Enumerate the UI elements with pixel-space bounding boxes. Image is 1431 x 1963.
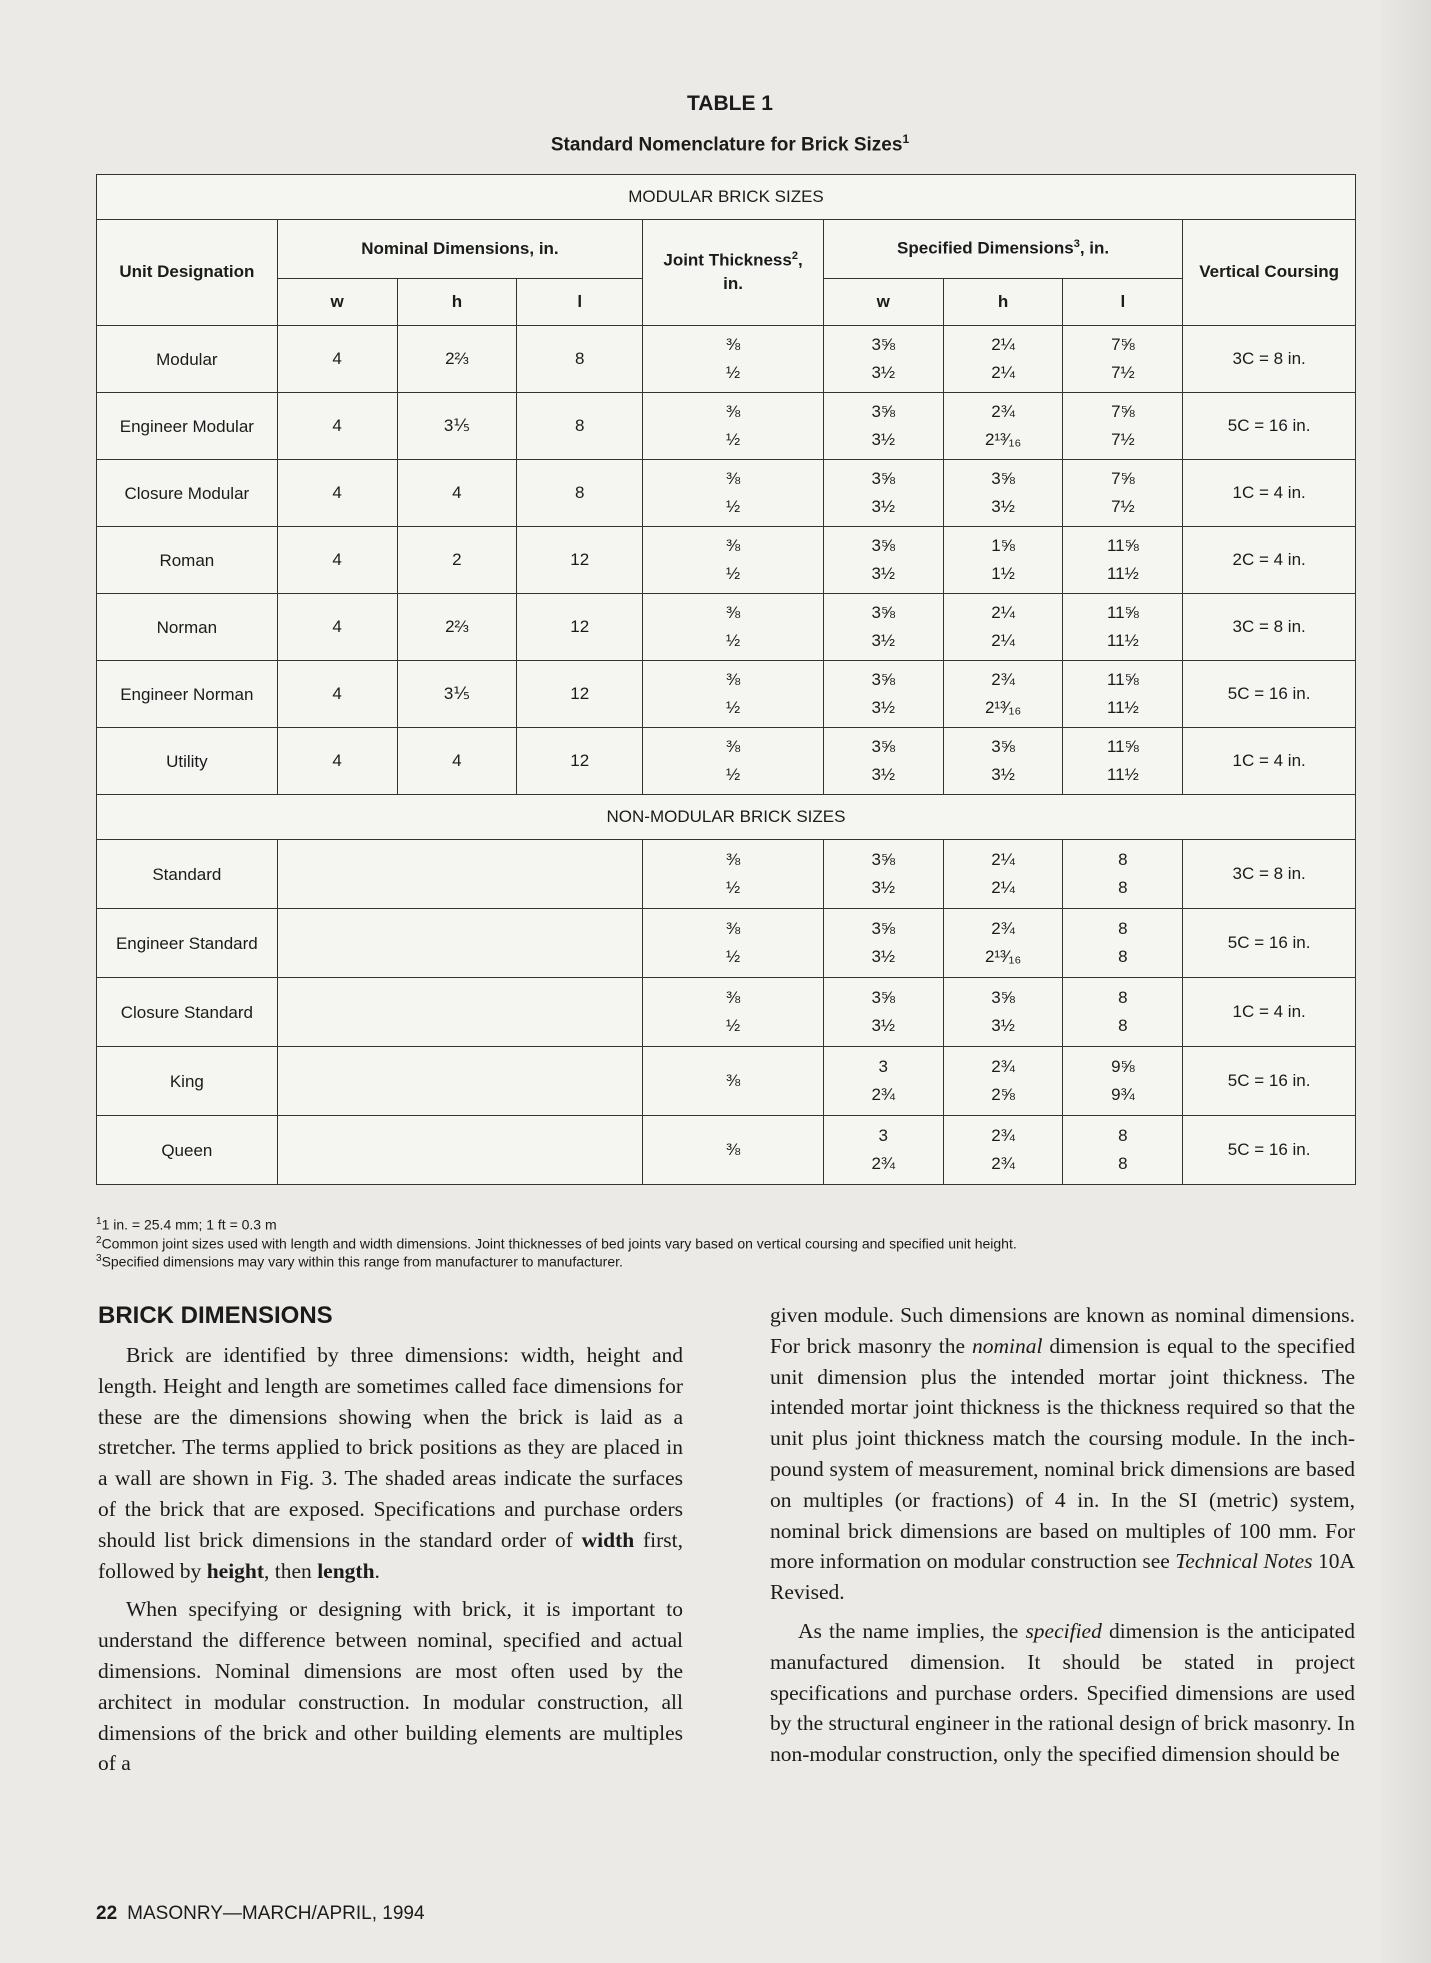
specified-l-value: 11½ xyxy=(1106,698,1139,717)
specified-h-value: 2¼ xyxy=(991,335,1015,354)
specified-l-value: 8 xyxy=(1118,850,1128,869)
specified-w-values xyxy=(828,1122,939,1178)
specified-l-value: 8 xyxy=(1118,988,1128,1007)
specified-h-value: 2¾ xyxy=(991,1126,1015,1145)
specified-w-value: 3½ xyxy=(871,631,896,650)
footnote-2: $^2$Common joint sizes used with length and width dimensions. Joint thicknesses of bed joints vary based on vertical coursing and specified unit height. xyxy=(96,1234,1017,1252)
joint-thickness-value: ½ xyxy=(725,430,741,449)
specified-w-value: 3⅝ xyxy=(871,469,896,488)
specified-h-values xyxy=(948,599,1059,655)
specified-h-value: 2¹³⁄₁₆ xyxy=(984,947,1022,966)
vertical-coursing: 5C = 16 in. xyxy=(1183,1047,1356,1116)
specified-h xyxy=(943,527,1063,594)
specified-h xyxy=(943,909,1063,978)
specified-l-value: 8 xyxy=(1118,1016,1128,1035)
specified-h-value: 2¹³⁄₁₆ xyxy=(984,698,1022,717)
specified-w-value: 3½ xyxy=(871,564,896,583)
vertical-coursing: 3C = 8 in. xyxy=(1183,326,1356,393)
article-left-column xyxy=(98,1340,683,1779)
specified-h-value: 3½ xyxy=(991,497,1015,516)
nominal-l: 12 xyxy=(517,728,643,795)
specified-w-value: 3⅝ xyxy=(871,335,896,354)
specified-l-value: 7½ xyxy=(1111,430,1135,449)
specified-h-values xyxy=(948,984,1059,1040)
specified-l-values xyxy=(1067,733,1178,789)
specified-w xyxy=(823,661,943,728)
vertical-coursing-header: Vertical Coursing xyxy=(1183,220,1356,326)
specified-w xyxy=(823,594,943,661)
specified-w-values xyxy=(828,465,939,521)
specified-l xyxy=(1063,840,1183,909)
specified-h-values xyxy=(948,331,1059,387)
nominal-l: 12 xyxy=(517,661,643,728)
nominal-l: 8 xyxy=(517,393,643,460)
nominal-w: 4 xyxy=(277,326,397,393)
table-row xyxy=(97,594,1356,661)
specified-l xyxy=(1063,326,1183,393)
joint-thickness-value: ½ xyxy=(725,698,741,717)
vertical-coursing: 1C = 4 in. xyxy=(1183,728,1356,795)
specified-h-values xyxy=(948,1122,1059,1178)
specified-h-value: 2¼ xyxy=(991,363,1015,382)
nominal-l: 8 xyxy=(517,326,643,393)
specified-h-value: 3⅝ xyxy=(991,469,1015,488)
specified-l xyxy=(1063,460,1183,527)
unit-designation: Closure Modular xyxy=(97,460,278,527)
specified-w-value: 3½ xyxy=(871,947,896,966)
specified-l-value: 11⅝ xyxy=(1106,536,1139,555)
specified-l-values xyxy=(1067,532,1178,588)
specified-w xyxy=(823,326,943,393)
table-row xyxy=(97,527,1356,594)
section-row xyxy=(97,795,1356,840)
joint-thickness-values xyxy=(647,331,819,387)
joint-thickness-value: ⅜ xyxy=(725,536,741,555)
specified-l-values xyxy=(1067,1053,1178,1109)
specified-l-value: 11½ xyxy=(1106,564,1139,583)
specified-l-values xyxy=(1067,846,1178,902)
table-row xyxy=(97,393,1356,460)
specified-w-value: 3⅝ xyxy=(871,402,896,421)
specified-l-value: 8 xyxy=(1118,1154,1128,1173)
specified-w-values xyxy=(828,846,939,902)
specified-w xyxy=(823,1047,943,1116)
nominal-w: 4 xyxy=(277,460,397,527)
specified-w-values xyxy=(828,331,939,387)
specified-h-value: 2¹³⁄₁₆ xyxy=(984,430,1022,449)
specified-l-value: 11⅝ xyxy=(1106,670,1139,689)
specified-h xyxy=(943,460,1063,527)
nominal-w-header: w xyxy=(277,279,397,326)
specified-l-values xyxy=(1067,984,1178,1040)
specified-w-value: 2¾ xyxy=(871,1085,896,1104)
page-footer xyxy=(96,1903,425,1925)
specified-h-value: 3⅝ xyxy=(991,988,1015,1007)
specified-h-value: 2¼ xyxy=(991,878,1015,897)
specified-w-values xyxy=(828,599,939,655)
specified-w-value: 3½ xyxy=(871,430,896,449)
nominal-w: 4 xyxy=(277,393,397,460)
specified-h-value: 2¾ xyxy=(991,670,1015,689)
joint-thickness xyxy=(643,393,824,460)
modular-section-header: MODULAR BRICK SIZES xyxy=(97,175,1356,220)
joint-thickness-values xyxy=(647,915,819,971)
specified-w-value: 3⅝ xyxy=(871,536,896,555)
specified-h-values xyxy=(948,733,1059,789)
nominal-w: 4 xyxy=(277,661,397,728)
joint-thickness-values xyxy=(647,398,819,454)
specified-h-value: 2¼ xyxy=(991,603,1015,622)
specified-h xyxy=(943,728,1063,795)
specified-l xyxy=(1063,728,1183,795)
specified-w-header: w xyxy=(823,279,943,326)
specified-l-value: 9¾ xyxy=(1111,1085,1135,1104)
specified-h-values xyxy=(948,465,1059,521)
table-row xyxy=(97,978,1356,1047)
specified-w-values xyxy=(828,398,939,454)
specified-l xyxy=(1063,594,1183,661)
unit-designation: Utility xyxy=(97,728,278,795)
table-title: Standard Nomenclature for Brick Sizes$^1$ xyxy=(550,132,910,156)
nominal-h: 4 xyxy=(397,460,517,527)
specified-h xyxy=(943,1047,1063,1116)
vertical-coursing: 1C = 4 in. xyxy=(1183,978,1356,1047)
specified-h-value: 2¾ xyxy=(991,1154,1015,1173)
specified-h-value: 1½ xyxy=(991,564,1015,583)
footnote-3: $^3$Specified dimensions may vary within this range from manufacturer to manufacturer. xyxy=(96,1253,623,1270)
specified-l-values xyxy=(1067,331,1178,387)
joint-thickness-value: ½ xyxy=(725,765,741,784)
specified-h-values xyxy=(948,915,1059,971)
specified-w-value: 3⅝ xyxy=(871,988,896,1007)
unit-designation: Queen xyxy=(97,1116,278,1185)
specified-w-value: 3⅝ xyxy=(871,603,896,622)
joint-thickness-values xyxy=(647,1122,819,1178)
specified-h xyxy=(943,978,1063,1047)
specified-w xyxy=(823,527,943,594)
specified-h xyxy=(943,326,1063,393)
joint-thickness-values xyxy=(647,465,819,521)
joint-thickness-values xyxy=(647,599,819,655)
specified-w-values xyxy=(828,733,939,789)
specified-h-values xyxy=(948,1053,1059,1109)
page-number: 22 xyxy=(96,1903,118,1924)
vertical-coursing: 1C = 4 in. xyxy=(1183,460,1356,527)
specified-w-values xyxy=(828,915,939,971)
paragraph: given module. Such dimensions are known as nominal dimensions. For brick masonry the nominal dimension is equal to the specified unit dimension plus the intended mortar joint thickness. The intended mortar joint thickness is the thickness required so that the unit plus joint thickness match the coursing module. In the inch-pound system of measurement, nominal brick dimensions are based on multiples (or fractions) of 4 in. In the SI (metric) system, nominal brick dimensions are based on multiples of 100 mm. For more information on modular construction see Technical Notes 10A Revised. xyxy=(770,1303,1355,1605)
specified-l xyxy=(1063,661,1183,728)
table-row xyxy=(97,840,1356,909)
specified-h-value: 2¼ xyxy=(991,631,1015,650)
nominal-w: 4 xyxy=(277,594,397,661)
specified-l-value: 7⅝ xyxy=(1111,402,1135,421)
specified-h-value: 2¾ xyxy=(991,1057,1015,1076)
vertical-coursing: 5C = 16 in. xyxy=(1183,1116,1356,1185)
nominal-h: 4 xyxy=(397,728,517,795)
unit-designation: Engineer Norman xyxy=(97,661,278,728)
unit-designation: Standard xyxy=(97,840,278,909)
joint-thickness-value: ½ xyxy=(725,878,741,897)
vertical-coursing: 2C = 4 in. xyxy=(1183,527,1356,594)
table-row xyxy=(97,1047,1356,1116)
specified-h-value: 1⅝ xyxy=(991,536,1015,555)
joint-thickness-value: ½ xyxy=(725,497,741,516)
unit-designation: Closure Standard xyxy=(97,978,278,1047)
table-row xyxy=(97,460,1356,527)
joint-thickness-values xyxy=(647,984,819,1040)
specified-h-values xyxy=(948,398,1059,454)
specified-h xyxy=(943,393,1063,460)
specified-w-value: 3⅝ xyxy=(871,919,896,938)
joint-thickness xyxy=(643,909,824,978)
joint-thickness xyxy=(643,1116,824,1185)
table-footnotes xyxy=(96,1214,1376,1270)
specified-w-value: 3 xyxy=(878,1057,889,1076)
section-heading: BRICK DIMENSIONS xyxy=(98,1302,333,1329)
nominal-w: 4 xyxy=(277,527,397,594)
specified-w xyxy=(823,840,943,909)
specified-w-values xyxy=(828,1053,939,1109)
specified-l xyxy=(1063,1047,1183,1116)
joint-thickness xyxy=(643,978,824,1047)
joint-thickness xyxy=(643,460,824,527)
specified-l xyxy=(1063,909,1183,978)
paragraph: Brick are identified by three dimensions: width, height and length. Height and length are sometimes called face dimensions for these are the dimensions showing when the brick is laid as a stretcher. The terms applied to brick positions as they are placed in a wall are shown in Fig. 3. The shaded areas indicate the surfaces of the brick that are exposed. Specifications and purchase orders should list brick dimensions in the standard order of width first, followed by height, then length. xyxy=(98,1343,683,1583)
joint-thickness-value: ⅜ xyxy=(725,988,741,1007)
specified-w-value: 3⅝ xyxy=(871,670,896,689)
unit-designation: Modular xyxy=(97,326,278,393)
nominal-l: 8 xyxy=(517,460,643,527)
specified-h-value: 3½ xyxy=(991,765,1015,784)
specified-w xyxy=(823,393,943,460)
joint-thickness-value: ½ xyxy=(725,1016,741,1035)
specified-w-value: 3½ xyxy=(871,363,896,382)
specified-l-values xyxy=(1067,1122,1178,1178)
specified-h-value: 2¾ xyxy=(991,919,1015,938)
nominal-h: 2⅔ xyxy=(397,594,517,661)
paragraph: As the name implies, the specified dimension is the anticipated manufactured dimension. It should be stated in project specifications and purchase orders. Specified dimensions are used by the structural engineer in the rational design of brick masonry. In non-modular construction, only the specified dimension should be xyxy=(770,1618,1355,1767)
nominal-empty xyxy=(277,840,642,909)
nominal-h: 3⅕ xyxy=(397,661,517,728)
specified-h xyxy=(943,1116,1063,1185)
footnote-1: $^1$1 in. = 25.4 mm; 1 ft = 0.3 m xyxy=(96,1216,277,1233)
joint-thickness-value: ⅜ xyxy=(725,335,741,354)
specified-l-value: 11½ xyxy=(1106,631,1139,650)
nominal-l-header: l xyxy=(517,279,643,326)
specified-l-value: 7½ xyxy=(1111,363,1135,382)
vertical-coursing: 3C = 8 in. xyxy=(1183,594,1356,661)
nominal-empty xyxy=(277,909,642,978)
joint-thickness xyxy=(643,728,824,795)
specified-dimensions-header: Specified Dimensions$^3$, in. xyxy=(823,220,1182,279)
specified-h-value: 2¾ xyxy=(991,402,1015,421)
table-label: TABLE 1 xyxy=(687,92,773,115)
specified-l-value: 8 xyxy=(1118,919,1128,938)
brick-sizes-table xyxy=(96,174,1356,1185)
specified-h xyxy=(943,661,1063,728)
specified-l-header: l xyxy=(1063,279,1183,326)
specified-w-value: 3½ xyxy=(871,698,896,717)
specified-h-value: 2¼ xyxy=(991,850,1015,869)
joint-thickness-values xyxy=(647,666,819,722)
unit-designation: Roman xyxy=(97,527,278,594)
vertical-coursing: 3C = 8 in. xyxy=(1183,840,1356,909)
specified-w xyxy=(823,978,943,1047)
joint-thickness-value: ⅜ xyxy=(725,1140,741,1159)
specified-l-value: 11⅝ xyxy=(1106,737,1139,756)
page-edge-shadow xyxy=(1382,0,1431,1963)
table-row xyxy=(97,909,1356,978)
unit-designation-header: Unit Designation xyxy=(97,220,278,326)
joint-thickness xyxy=(643,594,824,661)
specified-l-value: 8 xyxy=(1118,947,1128,966)
specified-l xyxy=(1063,978,1183,1047)
joint-thickness-value: ⅜ xyxy=(725,402,741,421)
joint-thickness-value: ⅜ xyxy=(725,670,741,689)
nominal-h: 2⅔ xyxy=(397,326,517,393)
nominal-h-header: h xyxy=(397,279,517,326)
paragraph: When specifying or designing with brick, it is important to understand the difference between nominal, specified and actual dimensions. Nominal dimensions are most often used by the architect in modular construction. In modular construction, all dimensions of the brick and other building elements are multiples of a xyxy=(98,1597,683,1776)
table-row xyxy=(97,1116,1356,1185)
specified-h-values xyxy=(948,666,1059,722)
specified-l-value: 8 xyxy=(1118,878,1128,897)
joint-thickness xyxy=(643,1047,824,1116)
joint-thickness xyxy=(643,661,824,728)
specified-w-value: 3⅝ xyxy=(871,737,896,756)
nominal-w: 4 xyxy=(277,728,397,795)
joint-thickness-value: ½ xyxy=(725,363,741,382)
vertical-coursing: 5C = 16 in. xyxy=(1183,393,1356,460)
article-right-column xyxy=(770,1300,1355,1770)
joint-thickness xyxy=(643,840,824,909)
specified-h-values xyxy=(948,532,1059,588)
nominal-l: 12 xyxy=(517,527,643,594)
specified-h-header: h xyxy=(943,279,1063,326)
specified-l-values xyxy=(1067,398,1178,454)
specified-w-value: 3⅝ xyxy=(871,850,896,869)
specified-w-value: 3½ xyxy=(871,878,896,897)
vertical-coursing: 5C = 16 in. xyxy=(1183,909,1356,978)
specified-w xyxy=(823,1116,943,1185)
joint-thickness-value: ⅜ xyxy=(725,737,741,756)
joint-thickness-value: ⅜ xyxy=(725,603,741,622)
nominal-empty xyxy=(277,978,642,1047)
nominal-h: 2 xyxy=(397,527,517,594)
specified-l-values xyxy=(1067,666,1178,722)
specified-w-values xyxy=(828,984,939,1040)
specified-h-value: 2⅝ xyxy=(991,1085,1015,1104)
specified-l-value: 8 xyxy=(1118,1126,1128,1145)
joint-thickness-value: ½ xyxy=(725,631,741,650)
specified-l-value: 7½ xyxy=(1111,497,1135,516)
specified-w-values xyxy=(828,532,939,588)
joint-thickness xyxy=(643,326,824,393)
specified-l-value: 11½ xyxy=(1106,765,1139,784)
nominal-l: 12 xyxy=(517,594,643,661)
specified-w xyxy=(823,728,943,795)
nominal-h: 3⅕ xyxy=(397,393,517,460)
specified-l-values xyxy=(1067,599,1178,655)
specified-h-values xyxy=(948,846,1059,902)
joint-thickness-value: ⅜ xyxy=(725,919,741,938)
specified-w-value: 3½ xyxy=(871,497,896,516)
table-row xyxy=(97,326,1356,393)
specified-l-value: 7⅝ xyxy=(1111,469,1135,488)
specified-h-value: 3½ xyxy=(991,1016,1015,1035)
unit-designation: King xyxy=(97,1047,278,1116)
joint-thickness-header: Joint Thickness$^2$, in. xyxy=(643,220,824,326)
table-row xyxy=(97,661,1356,728)
nominal-dimensions-header: Nominal Dimensions, in. xyxy=(277,220,642,279)
joint-thickness-value: ⅜ xyxy=(725,850,741,869)
specified-w-value: 3 xyxy=(878,1126,889,1145)
specified-w xyxy=(823,909,943,978)
specified-l-values xyxy=(1067,915,1178,971)
joint-thickness-value: ⅜ xyxy=(725,1071,741,1090)
specified-l-values xyxy=(1067,465,1178,521)
specified-h xyxy=(943,840,1063,909)
unit-designation: Engineer Standard xyxy=(97,909,278,978)
unit-designation: Norman xyxy=(97,594,278,661)
joint-thickness-values xyxy=(647,1053,819,1109)
specified-w-value: 2¾ xyxy=(871,1154,896,1173)
joint-thickness xyxy=(643,527,824,594)
specified-l xyxy=(1063,527,1183,594)
nominal-empty xyxy=(277,1047,642,1116)
vertical-coursing: 5C = 16 in. xyxy=(1183,661,1356,728)
joint-thickness-value: ½ xyxy=(725,564,741,583)
nonmodular-section-header: NON-MODULAR BRICK SIZES xyxy=(97,795,1356,840)
joint-thickness-value: ½ xyxy=(725,947,741,966)
specified-w xyxy=(823,460,943,527)
specified-l-value: 11⅝ xyxy=(1106,603,1139,622)
joint-thickness-values xyxy=(647,846,819,902)
unit-designation: Engineer Modular xyxy=(97,393,278,460)
specified-l xyxy=(1063,1116,1183,1185)
specified-w-values xyxy=(828,666,939,722)
nominal-empty xyxy=(277,1116,642,1185)
specified-l-value: 9⅝ xyxy=(1111,1057,1135,1076)
joint-thickness-values xyxy=(647,532,819,588)
specified-l-value: 7⅝ xyxy=(1111,335,1135,354)
specified-w-value: 3½ xyxy=(871,1016,896,1035)
specified-l xyxy=(1063,393,1183,460)
joint-thickness-value: ⅜ xyxy=(725,469,741,488)
specified-w-value: 3½ xyxy=(871,765,896,784)
joint-thickness-values xyxy=(647,733,819,789)
specified-h xyxy=(943,594,1063,661)
publication-name: MASONRY—MARCH/APRIL, 1994 xyxy=(127,1903,425,1924)
table-row xyxy=(97,728,1356,795)
specified-h-value: 3⅝ xyxy=(991,737,1015,756)
